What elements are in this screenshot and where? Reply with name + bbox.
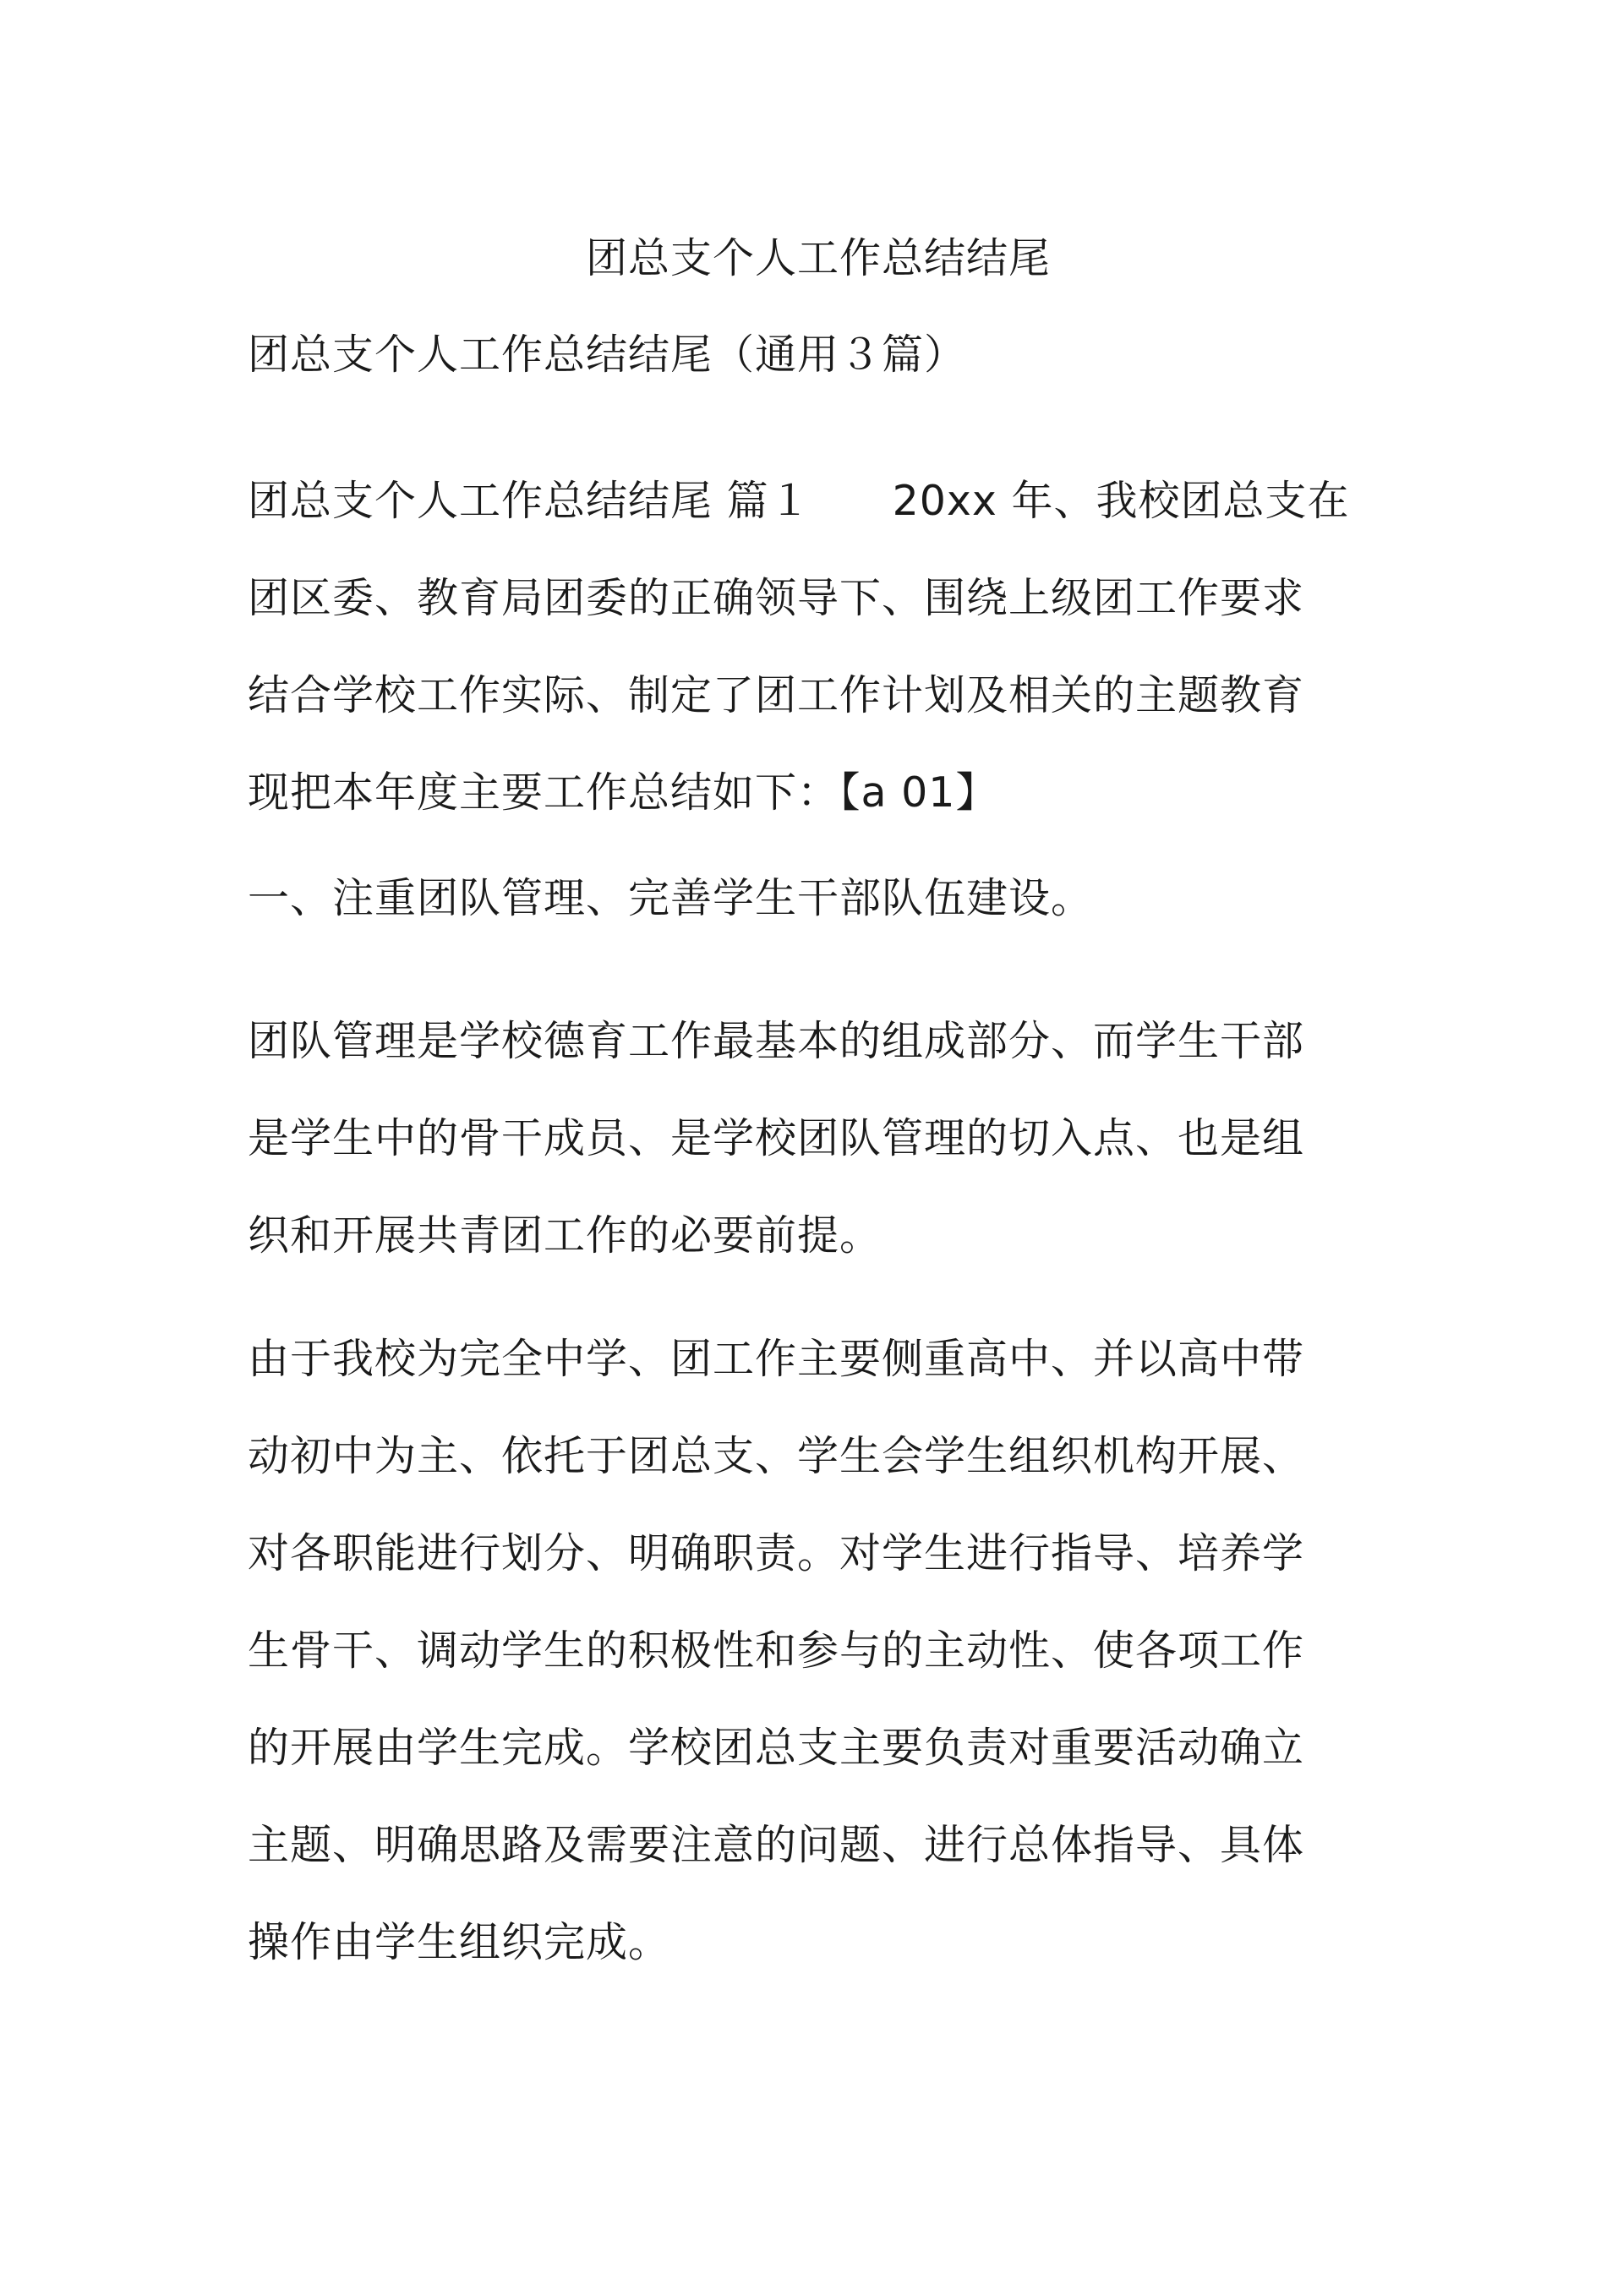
- paragraph-text: 20xx 年、我校团总支在: [892, 477, 1350, 525]
- paragraph-line: 是学生中的骨干成员、是学校团队管理的切入点、也是组: [248, 1114, 1305, 1162]
- paragraph-line: 的开展由学生完成。学校团总支主要负责对重要活动确立: [248, 1724, 1305, 1772]
- paragraph-line: 对各职能进行划分、明确职责。对学生进行指导、培养学: [248, 1529, 1305, 1577]
- subtitle-line: 团总支个人工作总结结尾（通用３篇）: [248, 331, 967, 379]
- paragraph-line: 生骨干、调动学生的积极性和参与的主动性、使各项工作: [248, 1626, 1305, 1675]
- paragraph-line: 主题、明确思路及需要注意的问题、进行总体指导、具体: [248, 1821, 1305, 1869]
- section-label: 团总支个人工作总结结尾 篇１: [248, 477, 812, 525]
- paragraph-3: [248, 1310, 1389, 1991]
- paragraph-2: [248, 992, 1389, 1284]
- document-subtitle: [248, 306, 1389, 403]
- paragraph-line: 结合学校工作实际、制定了团工作计划及相关的主题教育: [248, 671, 1305, 719]
- paragraph-line: 团队管理是学校德育工作最基本的组成部分、而学生干部: [248, 1017, 1305, 1065]
- paragraph-line: 织和开展共青团工作的必要前提。: [248, 1211, 883, 1260]
- paragraph-line: 操作由学生组织完成。: [248, 1918, 671, 1966]
- paragraph-line: 现把本年度主要工作总结如下：【a 01】: [248, 768, 998, 817]
- paragraph-line: 动初中为主、依托于团总支、学生会学生组织机构开展、: [248, 1432, 1305, 1480]
- paragraph-line: 由于我校为完全中学、团工作主要侧重高中、并以高中带: [248, 1335, 1305, 1383]
- paragraph-line: 团区委、教育局团委的正确领导下、围绕上级团工作要求: [248, 574, 1305, 622]
- section-heading: [248, 850, 1389, 947]
- paragraph-line: [248, 452, 1389, 549]
- document-title: 团总支个人工作总结结尾: [585, 234, 1051, 282]
- section1-paragraph: [248, 452, 1389, 841]
- heading-line: 一、注重团队管理、完善学生干部队伍建设。: [248, 874, 1094, 922]
